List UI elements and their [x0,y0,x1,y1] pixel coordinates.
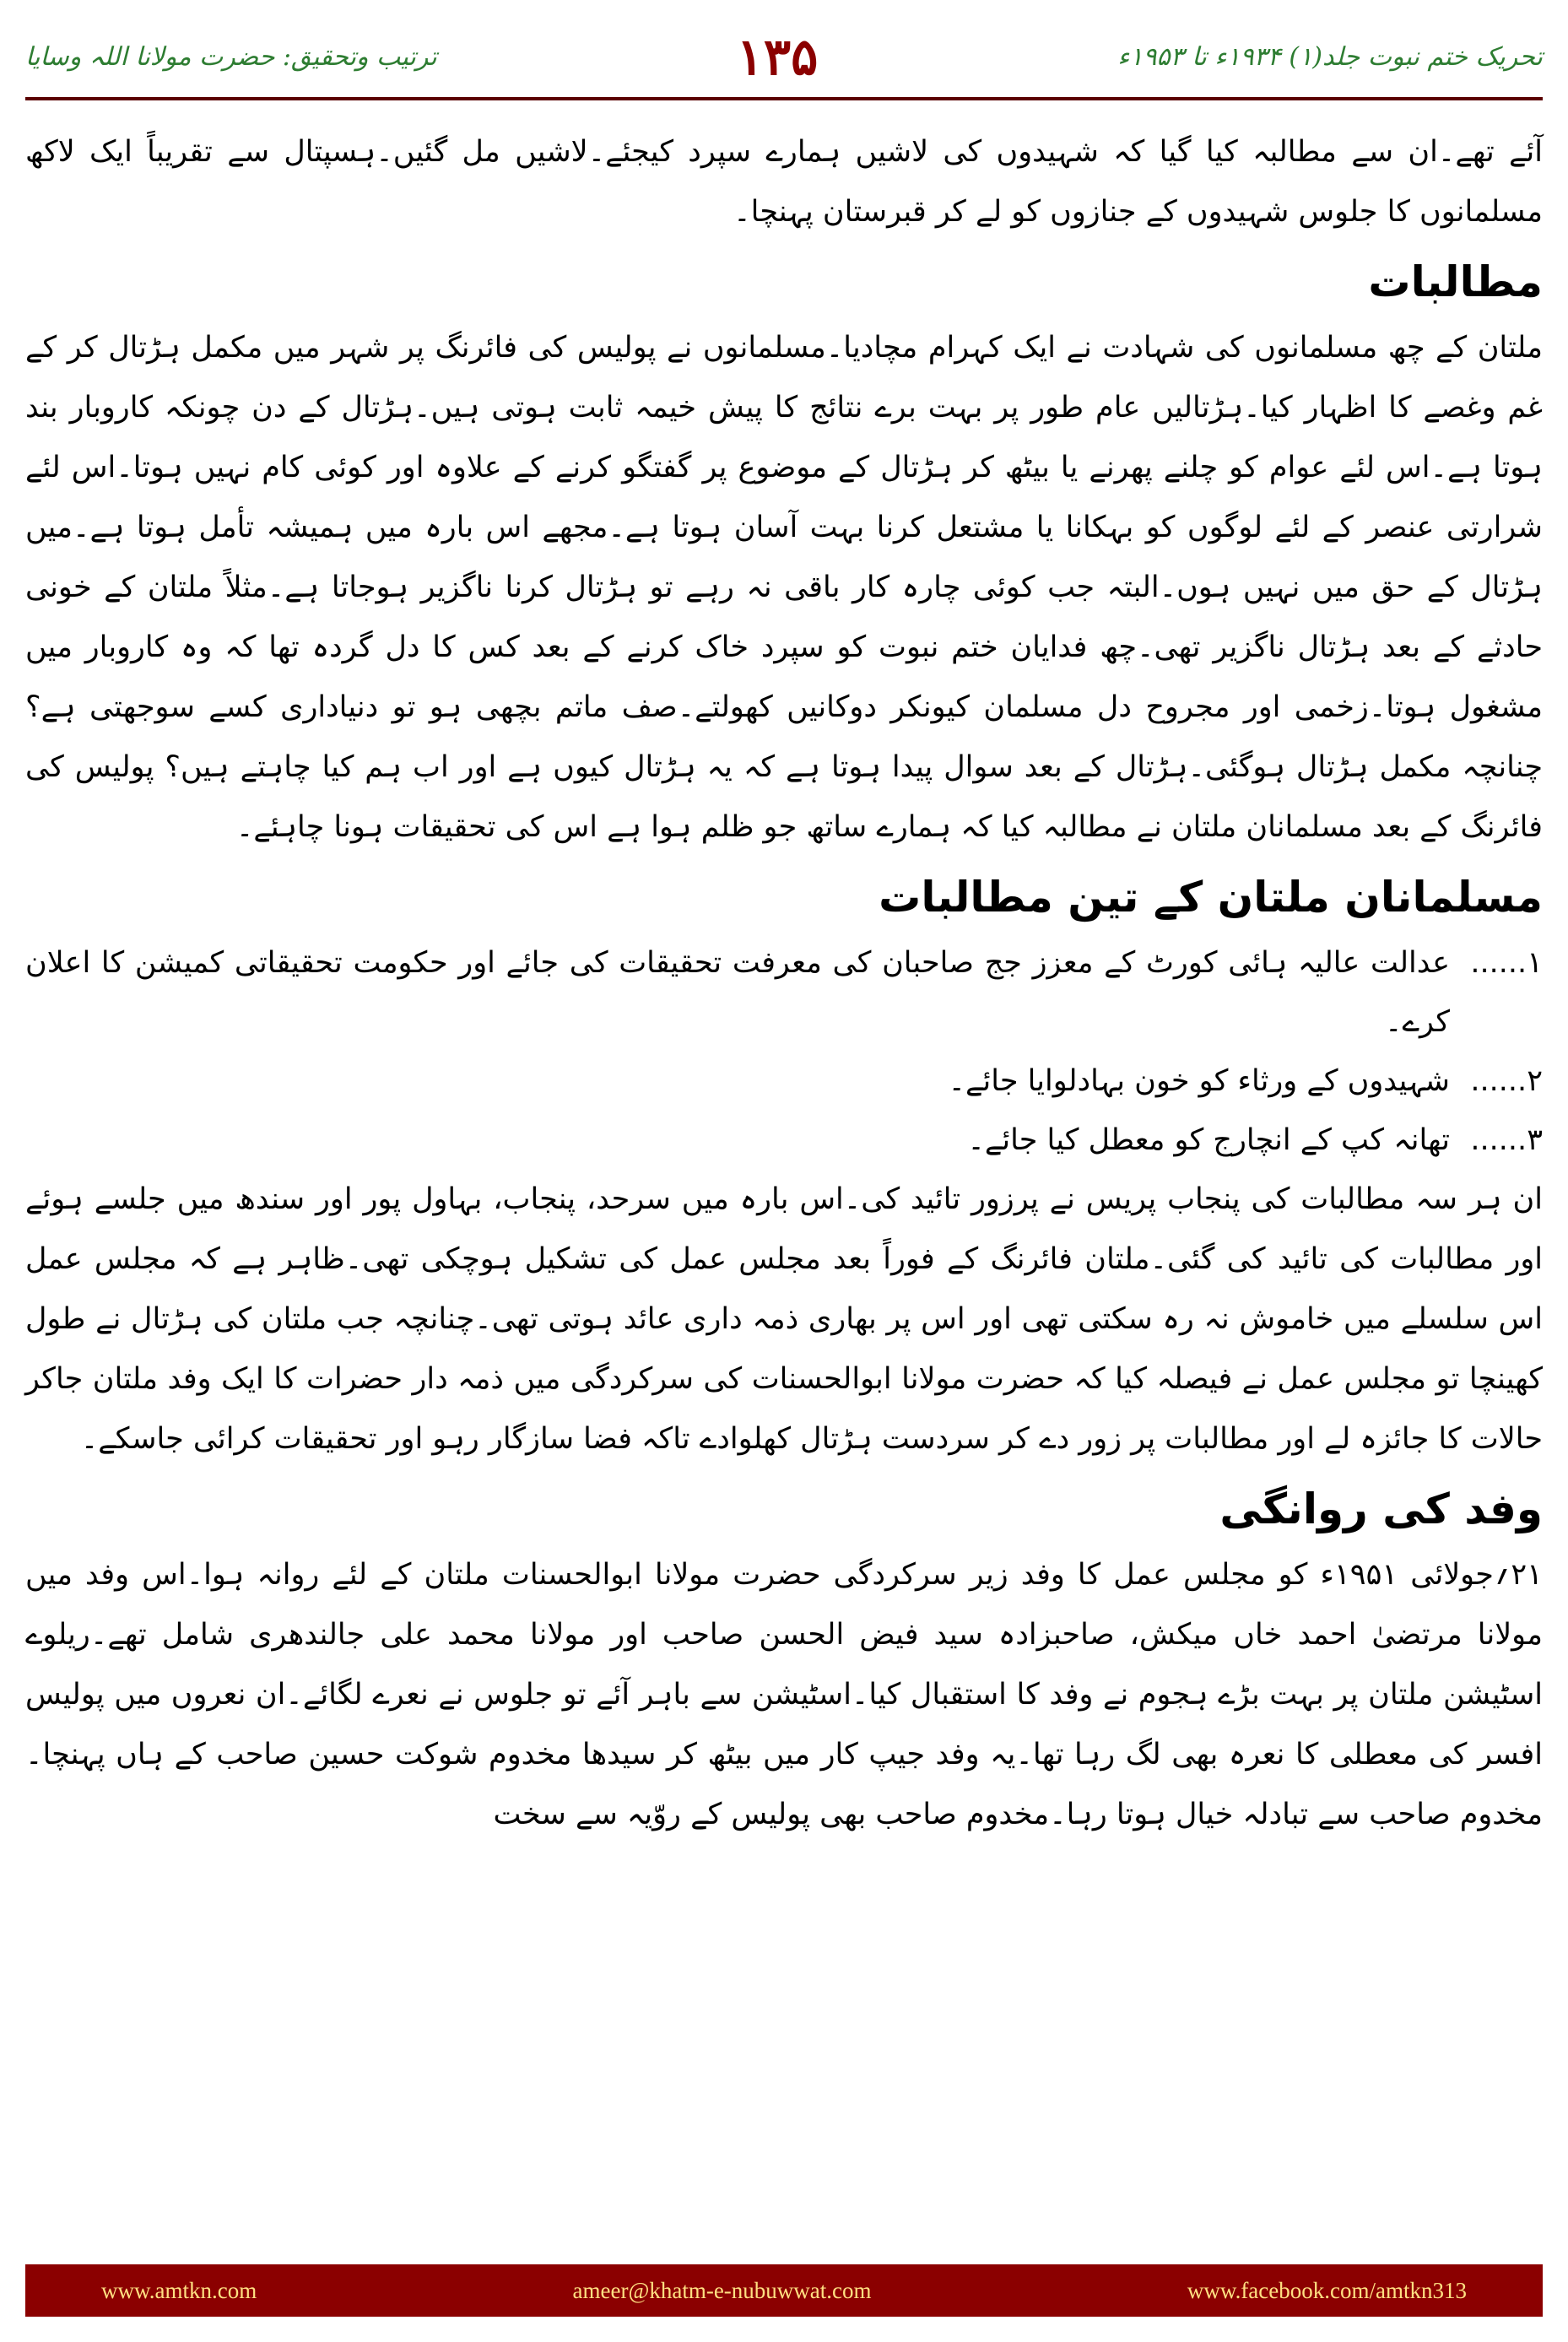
heading-demands: مطالبات [1368,257,1543,306]
list-item [25,933,1543,1052]
compiler-credit: ترتیب وتحقیق: حضرت مولانا اللہ وسایا [25,42,437,72]
heading-delegation: وفد کی روانگی [1219,1485,1543,1533]
facebook-link[interactable]: www.facebook.com/amtkn313 [1187,2277,1467,2303]
paragraph-3: ان ہر سہ مطالبات کی پنجاب پریس نے پرزور تائید کی۔اس بارہ میں سرحد، پنجاب، بہاول پور اور سندھ میں جلسے ہوئے اور مطالبات کی تائید کی گئی۔ملتان فائرنگ کے فوراً بعد مجلس عمل کی تشکیل ہوچکی تھی۔ظاہر ہے کہ مجلس عمل اس سلسلے میں خاموش نہ رہ سکتی تھی اور اس پر بھاری ذمہ داری عائد ہوتی تھی۔چنانچہ جب ملتان کی ہڑتال نے طول کھینچا تو مجلس عمل نے فیصلہ کیا کہ حضرت مولانا ابوالحسنات کی سرکردگی میں ذمہ دار حضرات کا ایک وفد ملتان جاکر حالات کا جائزہ لے اور مطالبات پر زور دے کر سردست ہڑتال کھلوادے تاکہ فضا سازگار رہو اور تحقیقات کرائی جاسکے۔ [25,1182,1543,1456]
list-item [25,1111,1543,1170]
item-number: ۲...... [1470,1064,1543,1098]
list-item [25,1052,1543,1111]
page-footer [25,2264,1543,2317]
paragraph-1: آئے تھے۔ان سے مطالبہ کیا گیا کہ شہیدوں کی لاشیں ہمارے سپرد کیجئے۔لاشیں مل گئیں۔ہسپتال سے تقریباً ایک لاکھ مسلمانوں کا جلوس شہیدوں کے جنازوں کو لے کر قبرستان پہنچا۔ [25,135,1543,229]
website-link[interactable]: www.amtkn.com [101,2277,257,2303]
page-body [25,122,1543,2241]
paragraph-2: ملتان کے چھ مسلمانوں کی شہادت نے ایک کہرام مچادیا۔مسلمانوں نے پولیس کی فائرنگ پر شہر میں مکمل ہڑتال کر کے غم وغصے کا اظہار کیا۔ہڑتالیں عام طور پر بہت برے نتائج کا پیش خیمہ ثابت ہوتی ہیں۔ہڑتال کے دن چونکہ کاروبار بند ہوتا ہے۔اس لئے عوام کو چلنے پھرنے یا بیٹھ کر ہڑتال کے موضوع پر گفتگو کرنے کے علاوہ اور کوئی کام نہیں ہوتا۔اس لئے شرارتی عنصر کے لئے لوگوں کو بہکانا یا مشتعل کرنا بہت آسان ہوتا ہے۔مجھے اس بارہ میں ہمیشہ تأمل ہوتا ہے۔میں ہڑتال کے حق میں نہیں ہوں۔البتہ جب کوئی چارہ کار باقی نہ رہے تو ہڑتال کرنا ناگزیر ہوجاتا ہے۔مثلاً ملتان کے خونی حادثے کے بعد ہڑتال ناگزیر تھی۔چھ فدایان ختم نبوت کو سپرد خاک کرنے کے بعد کس کا دل گردہ تھا کہ وہ کاروبار میں مشغول ہوتا۔زخمی اور مجروح دل مسلمان کیونکر دوکانیں کھولتے۔صف ماتم بچھی ہو تو دنیاداری کسے سوجھتی ہے؟ چنانچہ مکمل ہڑتال ہوگئی۔ہڑتال کے بعد سوال پیدا ہوتا ہے کہ یہ ہڑتال کیوں ہے اور اب ہم کیا چاہتے ہیں؟ پولیس کی فائرنگ کے بعد مسلمانان ملتان نے مطالبہ کیا کہ ہمارے ساتھ جو ظلم ہوا ہے اس کی تحقیقات ہونا چاہئے۔ [25,331,1543,844]
page-header [25,17,1543,100]
item-number: ۳...... [1470,1123,1543,1157]
book-title: تحریک ختم نبوت جلد(۱) ۱۹۳۴ء تا ۱۹۵۳ء [1117,42,1543,72]
item-text: تھانہ کپ کے انچارج کو معطل کیا جائے۔ [967,1123,1450,1157]
page-number: ۱۳۵ [736,27,819,87]
item-text: شہیدوں کے ورثاء کو خون بہادلوایا جائے۔ [948,1064,1450,1098]
demands-list [25,933,1543,1170]
item-number: ۱...... [1470,946,1543,980]
item-text: عدالت عالیہ ہائی کورٹ کے معزز جج صاحبان کی معرفت تحقیقات کی جائے اور حکومت تحقیقاتی کمیشن کا اعلان کرے۔ [25,946,1450,1039]
email-link[interactable]: ameer@khatm-e-nubuwwat.com [572,2277,872,2303]
paragraph-4: ۲۱؍جولائی ۱۹۵۱ء کو مجلس عمل کا وفد زیر سرکردگی حضرت مولانا ابوالحسنات ملتان کے لئے روانہ ہوا۔اس وفد میں مولانا مرتضیٰ احمد خاں میکش، صاحبزادہ سید فیض الحسن صاحب اور مولانا محمد علی جالندھری شامل تھے۔ریلوے اسٹیشن ملتان پر بہت بڑے ہجوم نے وفد کا استقبال کیا۔اسٹیشن سے باہر آئے تو جلوس نے نعرے لگائے۔ان نعروں میں پولیس افسر کی معطلی کا نعرہ بھی لگ رہا تھا۔یہ وفد جیپ کار میں بیٹھ کر سیدھا مخدوم شوکت حسین صاحب کے ہاں پہنچا۔مخدوم صاحب سے تبادلہ خیال ہوتا رہا۔مخدوم صاحب بھی پولیس کے روّیہ سے سخت [25,1558,1543,1831]
heading-three-demands: مسلمانان ملتان کے تین مطالبات [879,873,1543,922]
